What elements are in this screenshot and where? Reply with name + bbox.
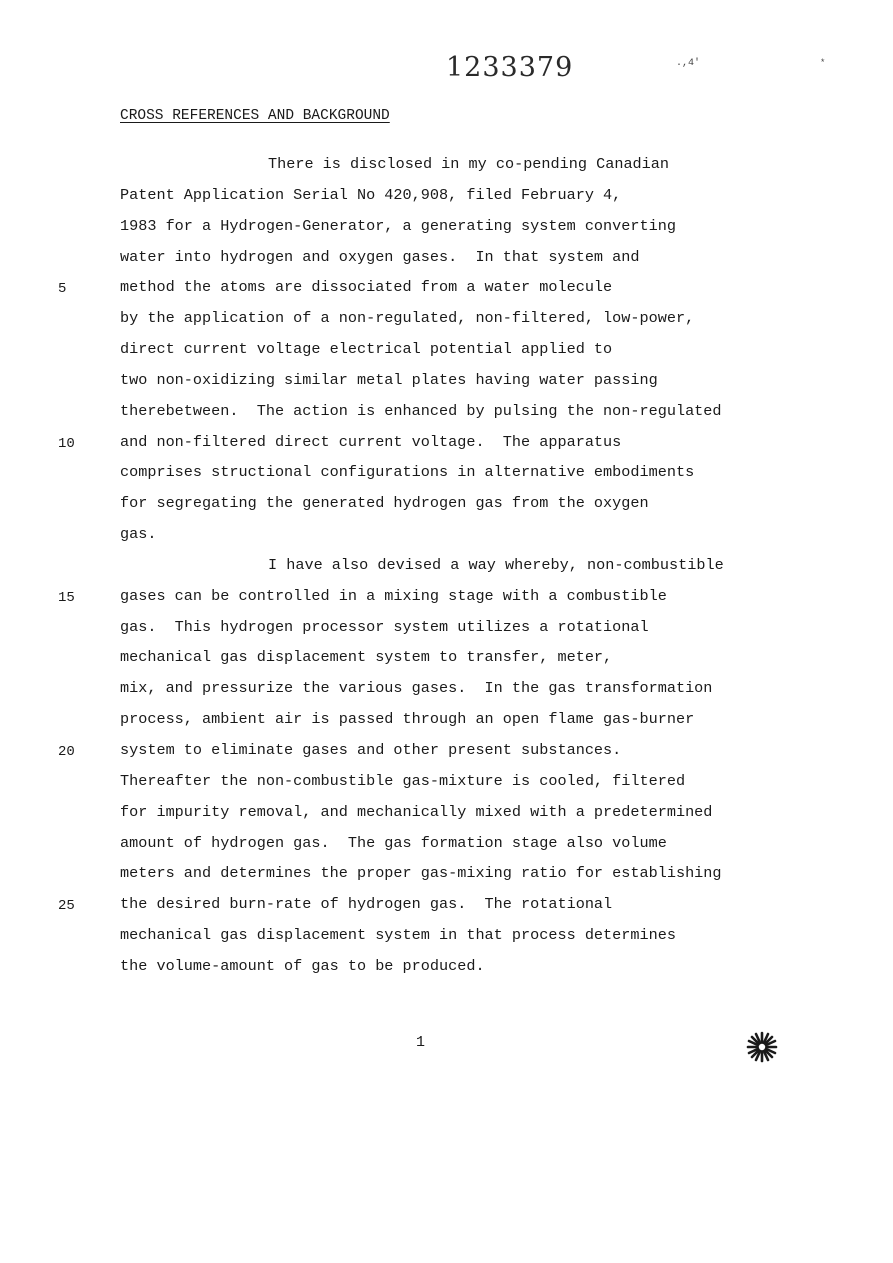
line-number: 5	[58, 281, 67, 297]
text-line: gas.	[120, 525, 157, 543]
text-line: process, ambient air is passed through an open flame gas-burner	[120, 710, 695, 728]
text-line: therebetween. The action is enhanced by pulsing the non-regulated	[120, 402, 722, 420]
text-line: system to eliminate gases and other present substances.	[120, 741, 622, 759]
text-line: water into hydrogen and oxygen gases. In that system and	[120, 248, 640, 266]
text-line: for impurity removal, and mechanically mixed with a predetermined	[120, 803, 713, 821]
text-line: and non-filtered direct current voltage. The apparatus	[120, 433, 622, 451]
text-line: two non-oxidizing similar metal plates having water passing	[120, 371, 658, 389]
text-line: the volume-amount of gas to be produced.	[120, 957, 485, 975]
text-line: Patent Application Serial No 420,908, filed February 4,	[120, 186, 622, 204]
line-number: 25	[58, 898, 75, 914]
text-line: the desired burn-rate of hydrogen gas. The rotational	[120, 895, 613, 913]
page-number: 1	[416, 1034, 426, 1051]
corner-mark-left: .,4'	[676, 58, 701, 69]
text-line: Thereafter the non-combustible gas-mixture is cooled, filtered	[120, 772, 686, 790]
asterisk-seal-icon	[746, 1031, 778, 1063]
text-line: by the application of a non-regulated, non-filtered, low-power,	[120, 309, 695, 327]
text-line: method the atoms are dissociated from a water molecule	[120, 278, 613, 296]
text-line: I have also devised a way whereby, non-combustible	[268, 556, 724, 574]
line-number: 20	[58, 744, 75, 760]
text-line: gases can be controlled in a mixing stage with a combustible	[120, 587, 667, 605]
text-line: mechanical gas displacement system in that process determines	[120, 926, 676, 944]
text-line: There is disclosed in my co-pending Canadian	[268, 155, 670, 173]
text-line: comprises structional configurations in alternative embodiments	[120, 463, 695, 481]
patent-number: 1233379	[446, 52, 574, 83]
text-line: amount of hydrogen gas. The gas formation stage also volume	[120, 834, 667, 852]
line-number: 15	[58, 590, 75, 606]
text-line: mechanical gas displacement system to transfer, meter,	[120, 648, 613, 666]
text-line: mix, and pressurize the various gases. In the gas transformation	[120, 679, 713, 697]
text-line: for segregating the generated hydrogen gas from the oxygen	[120, 494, 649, 512]
corner-mark-right: *	[820, 58, 826, 68]
text-line: gas. This hydrogen processor system utilizes a rotational	[120, 618, 649, 636]
section-heading: CROSS REFERENCES AND BACKGROUND	[120, 108, 390, 124]
text-line: 1983 for a Hydrogen-Generator, a generating system converting	[120, 217, 676, 235]
text-line: direct current voltage electrical potential applied to	[120, 340, 613, 358]
line-number: 10	[58, 436, 75, 452]
text-line: meters and determines the proper gas-mixing ratio for establishing	[120, 864, 722, 882]
